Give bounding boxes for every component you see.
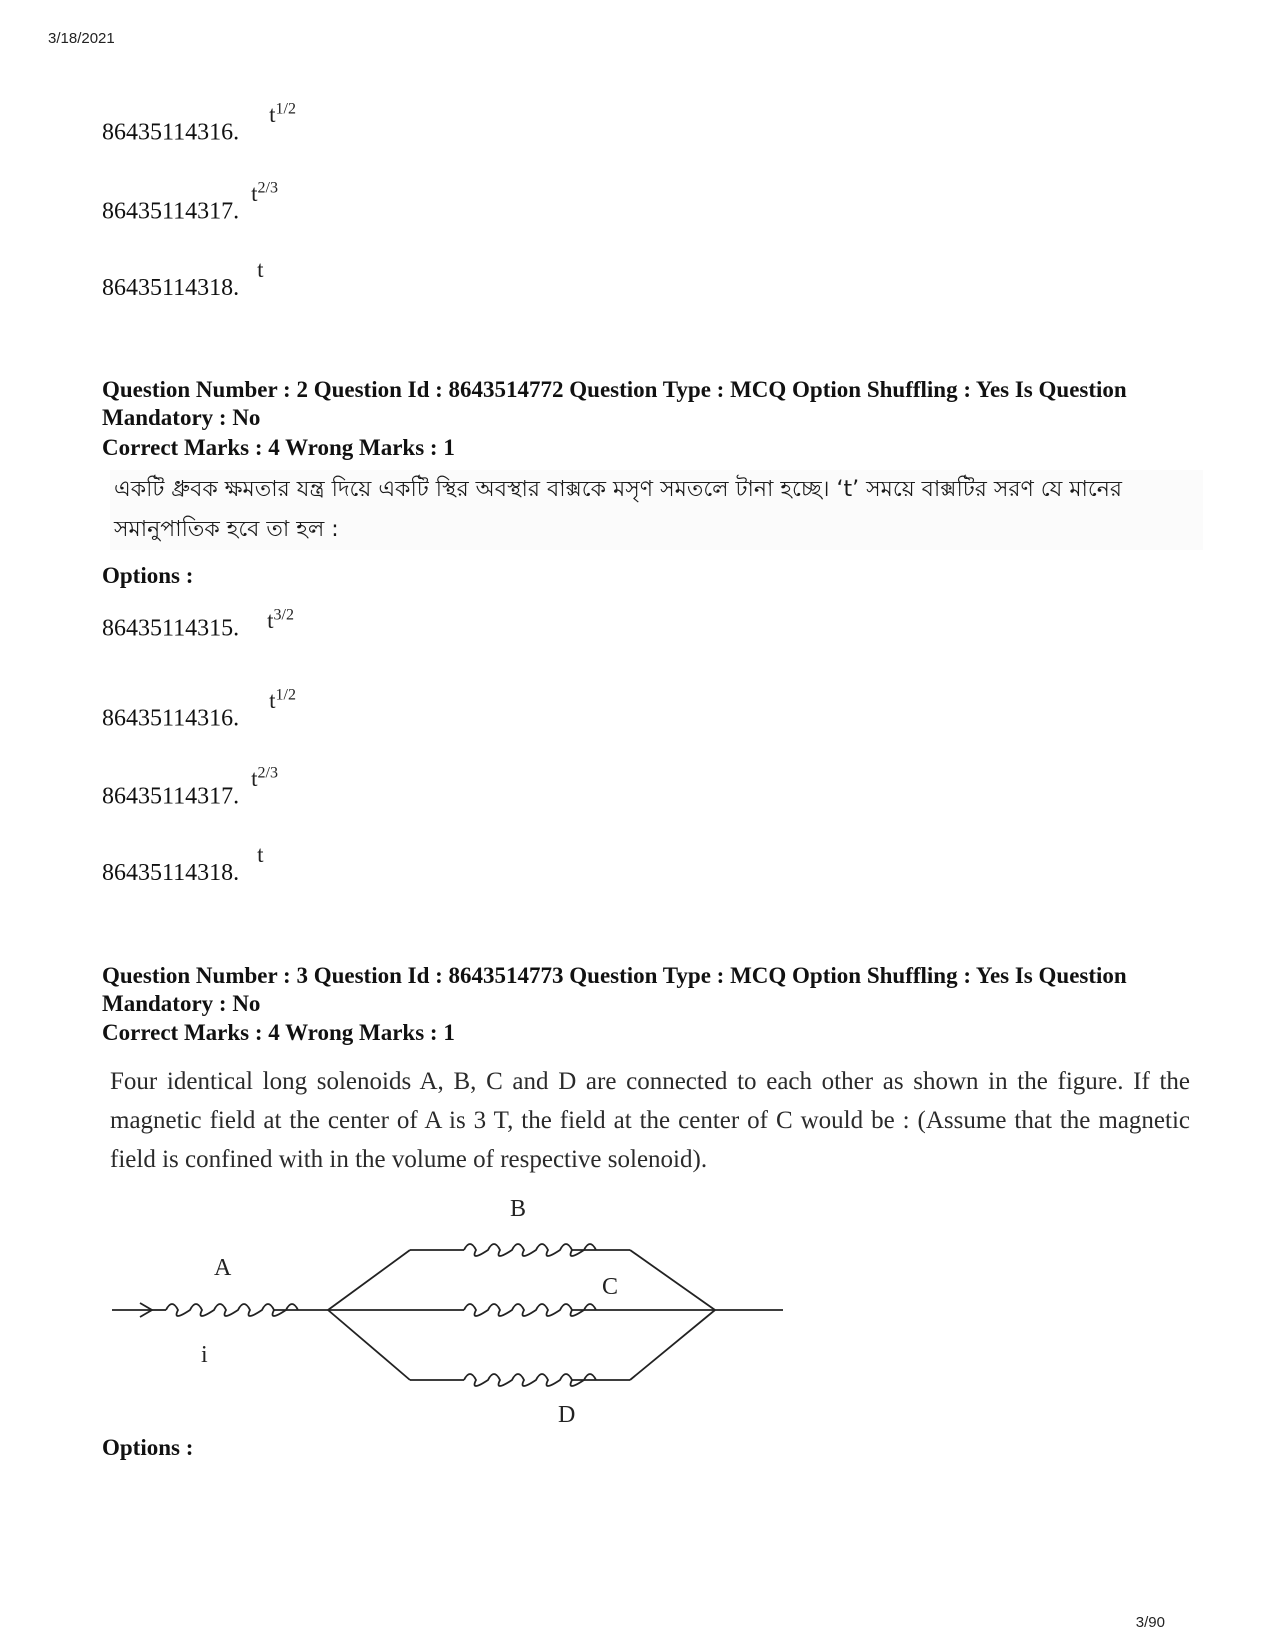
question-header: Question Number : 2 Question Id : 8643514772 Question Type : MCQ Option Shuffling : Yes Is Question Mandatory : No [102, 377, 1127, 430]
question-text: Four identical long solenoids A, B, C and D are connected to each other as shown in the figure. If the magnetic field at the center of A is 3 T, the field at the center of C would be : (Assume that the magnetic field is confined with in the volume of respective solenoid). [110, 1068, 1190, 1173]
print-date: 3/18/2021 [48, 30, 115, 47]
question-header: Question Number : 3 Question Id : 8643514773 Question Type : MCQ Option Shuffling : Yes Is Question Mandatory : No [102, 963, 1127, 1016]
option-row [102, 842, 264, 887]
option-value: $t^{1/2}$ [269, 100, 296, 127]
solenoid-a [152, 1304, 328, 1316]
option-id: 86435114316. [102, 119, 240, 146]
solenoid-circuit-figure [100, 1190, 820, 1445]
label-i: i [201, 1342, 208, 1368]
label-a: A [214, 1255, 232, 1281]
option-value: t [257, 842, 264, 867]
question-text-line: সমানুপাতিক হবে তা হল : [114, 517, 339, 542]
question-text [110, 470, 1203, 550]
option-id: 86435114317. [102, 783, 240, 810]
solenoid-c [328, 1304, 715, 1316]
option-id: 86435114315. [102, 615, 240, 642]
page-number: 3/90 [1135, 1614, 1165, 1631]
solenoid-b [410, 1244, 630, 1256]
wire-branch-b-left [328, 1250, 410, 1310]
option-value: $t^{2/3}$ [251, 179, 278, 206]
option-row [102, 606, 294, 643]
wire-branch-d-right [630, 1310, 715, 1380]
question-text-line: একটি ধ্রুবক ক্ষমতার যন্ত্র দিয়ে একটি স্থির অবস্থার বাক্সকে মসৃণ সমতলে টানা হচ্ছে। ‘t’ সময়ে বাক্সটির সরণ যে মানের [114, 477, 1123, 502]
question-marks: Correct Marks : 4 Wrong Marks : 1 [102, 435, 455, 460]
option-value: t [257, 257, 264, 282]
option-value: $t^{1/2}$ [269, 686, 296, 713]
option-row [102, 764, 278, 811]
options-label: Options : [102, 563, 194, 588]
wire-branch-d-left [328, 1310, 410, 1380]
wire-branch-b-right [630, 1250, 715, 1310]
option-row [102, 179, 278, 226]
option-row [102, 257, 264, 302]
option-id: 86435114317. [102, 198, 240, 225]
options-label: Options : [102, 1435, 194, 1460]
option-value: $t^{2/3}$ [251, 764, 278, 791]
label-d: D [558, 1402, 576, 1428]
question-marks: Correct Marks : 4 Wrong Marks : 1 [102, 1020, 455, 1045]
option-value: $t^{3/2}$ [267, 606, 294, 633]
label-b: B [510, 1196, 527, 1222]
option-id: 86435114316. [102, 705, 240, 732]
option-id: 86435114318. [102, 860, 240, 886]
label-c: C [602, 1274, 619, 1300]
solenoid-d [410, 1374, 630, 1386]
option-row [102, 686, 296, 733]
option-row [102, 100, 296, 147]
option-id: 86435114318. [102, 275, 240, 301]
